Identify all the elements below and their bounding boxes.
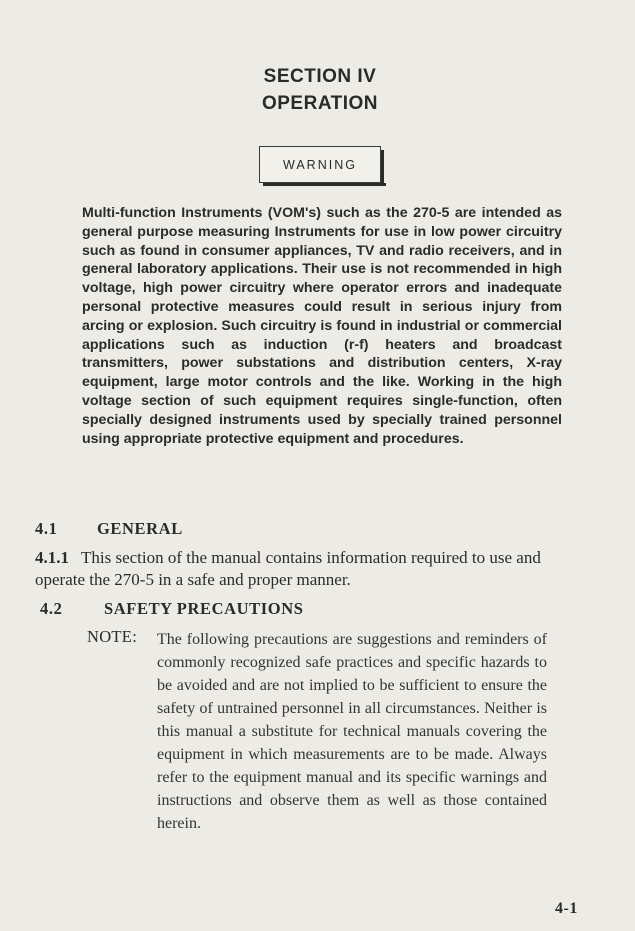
warning-box-shadow	[381, 150, 384, 186]
warning-paragraph: Multi-function Instruments (VOM's) such as the 270-5 are intended as general purpose measuring Instruments for use in low power circuitry such as found in consumer appliances, TV and radio receivers, and in general laboratory applications. Their use is not recommended in high voltage, high power circuitry where operator errors and inadequate personal protective measures could result in serious injury from arcing or explosion. Such circuitry is found in industrial or commercial applications such as induction (r-f) heaters and broadcast transmitters, power substations and distribution centers, X-ray equipment, large motor controls and the like. Working in the high voltage section of such equipment requires single-function, often specially designed instruments used by specially trained personnel using appropriate protective equipment and procedures.	[82, 205, 562, 447]
paragraph-text: This section of the manual contains information required to use and operate the 270-5 in a safe and proper manner.	[35, 548, 541, 589]
general-section-title: GENERAL	[97, 519, 183, 538]
warning-box-shadow	[263, 183, 386, 186]
paragraph-number: 4.1.1	[35, 548, 69, 567]
general-paragraph	[35, 547, 595, 591]
section-number-heading: SECTION IV	[263, 66, 377, 87]
page-number: 4-1	[555, 900, 578, 917]
note-paragraph: The following precautions are suggestions and reminders of commonly recognized safe practices and specific hazards to be avoided and are not implied to be sufficient to ensure the safety of untrained personnel in all circumstances. Neither is this manual a substitute for technical manuals covering the equipment in which measurements are to be made. Always refer to the equipment manual and its specific warnings and instructions and observe them as well as those contained herein.	[157, 631, 547, 832]
safety-section-title: SAFETY PRECAUTIONS	[104, 599, 304, 618]
section-title-heading: OPERATION	[261, 93, 379, 114]
general-section-number: 4.1	[35, 519, 58, 538]
warning-box	[259, 146, 381, 183]
warning-label: WARNING	[283, 158, 357, 172]
note-label: NOTE:	[87, 627, 138, 646]
safety-section-number: 4.2	[40, 599, 63, 618]
